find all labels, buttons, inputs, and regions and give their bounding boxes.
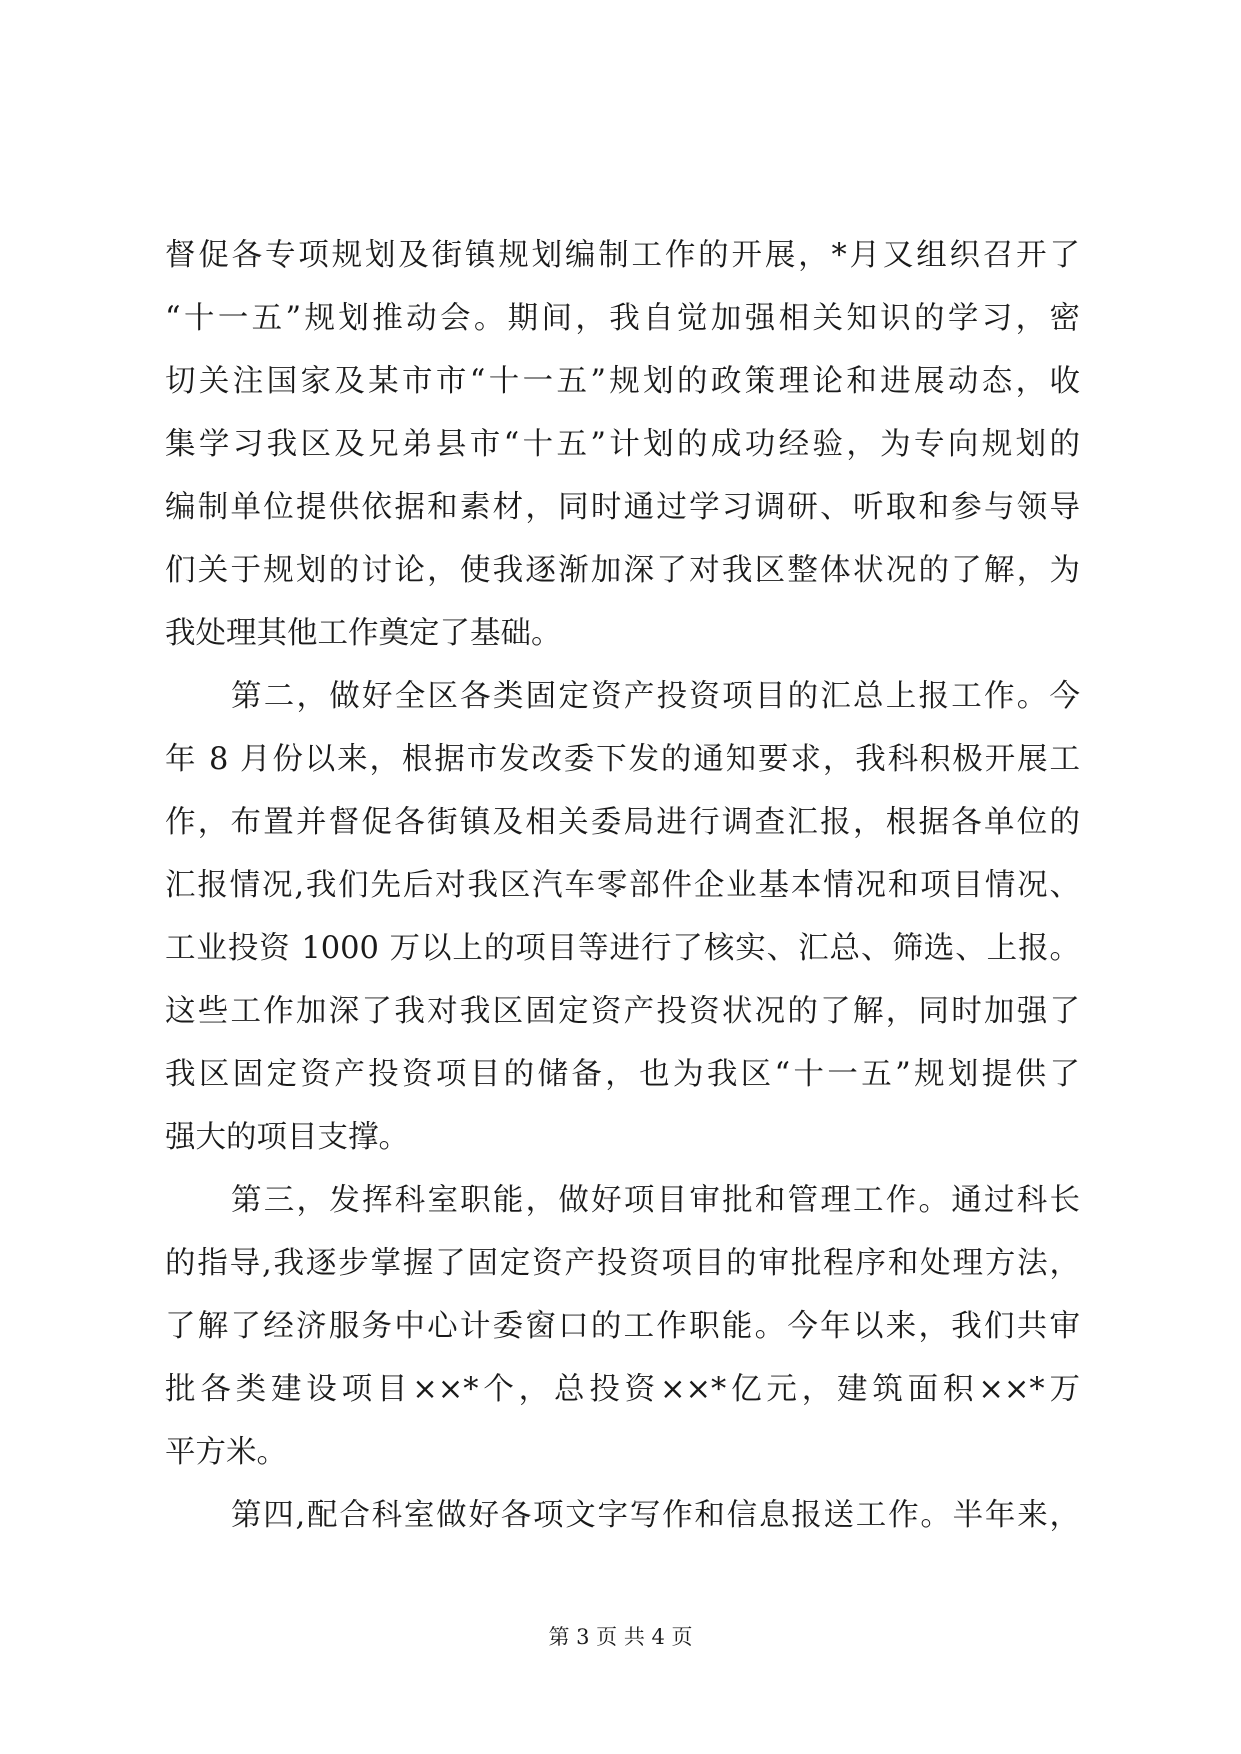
paragraph-line: 这些工作加深了我对我区固定资产投资状况的了解，同时加强了 xyxy=(165,994,1080,1029)
paragraph-line: 第四,配合科室做好各项文字写作和信息报送工作。半年来， xyxy=(231,1498,1080,1533)
paragraph-line: 第三，发挥科室职能，做好项目审批和管理工作。通过科长 xyxy=(231,1183,1080,1218)
paragraph-line: 编制单位提供依据和素材，同时通过学习调研、听取和参与领导 xyxy=(165,490,1080,525)
paragraph-line: 汇报情况,我们先后对我区汽车零部件企业基本情况和项目情况、 xyxy=(165,868,1080,903)
paragraph-line: 切关注国家及某市市“十一五”规划的政策理论和进展动态，收 xyxy=(165,364,1080,399)
paragraph-line: 第二，做好全区各类固定资产投资项目的汇总上报工作。今 xyxy=(231,679,1080,714)
paragraph-line: 强大的项目支撑。 xyxy=(165,1120,409,1155)
paragraph-line: 了解了经济服务中心计委窗口的工作职能。今年以来，我们共审 xyxy=(165,1309,1080,1344)
paragraph-line: 我区固定资产投资项目的储备，也为我区“十一五”规划提供了 xyxy=(165,1057,1080,1092)
page-number-footer: 第 3 页 共 4 页 xyxy=(548,1625,693,1649)
paragraph-line: 工业投资 1000 万以上的项目等进行了核实、汇总、筛选、上报。 xyxy=(165,931,1080,966)
paragraph-line: 督促各专项规划及街镇规划编制工作的开展，*月又组织召开了 xyxy=(165,238,1080,273)
paragraph-line: 年 8 月份以来，根据市发改委下发的通知要求，我科积极开展工 xyxy=(165,742,1080,777)
paragraph-line: 的指导,我逐步掌握了固定资产投资项目的审批程序和处理方法， xyxy=(165,1246,1080,1281)
paragraph-line: “十一五”规划推动会。期间，我自觉加强相关知识的学习，密 xyxy=(165,301,1080,336)
paragraph-line: 们关于规划的讨论，使我逐渐加深了对我区整体状况的了解，为 xyxy=(165,553,1080,588)
paragraph-line: 批各类建设项目××*个，总投资××*亿元，建筑面积××*万 xyxy=(165,1372,1080,1407)
body-text xyxy=(165,224,1080,1547)
paragraph-line: 作，布置并督促各街镇及相关委局进行调查汇报，根据各单位的 xyxy=(165,805,1080,840)
paragraph-line: 我处理其他工作奠定了基础。 xyxy=(165,616,562,651)
paragraph-line: 集学习我区及兄弟县市“十五”计划的成功经验，为专向规划的 xyxy=(165,427,1080,462)
paragraph-line: 平方米。 xyxy=(165,1435,287,1470)
